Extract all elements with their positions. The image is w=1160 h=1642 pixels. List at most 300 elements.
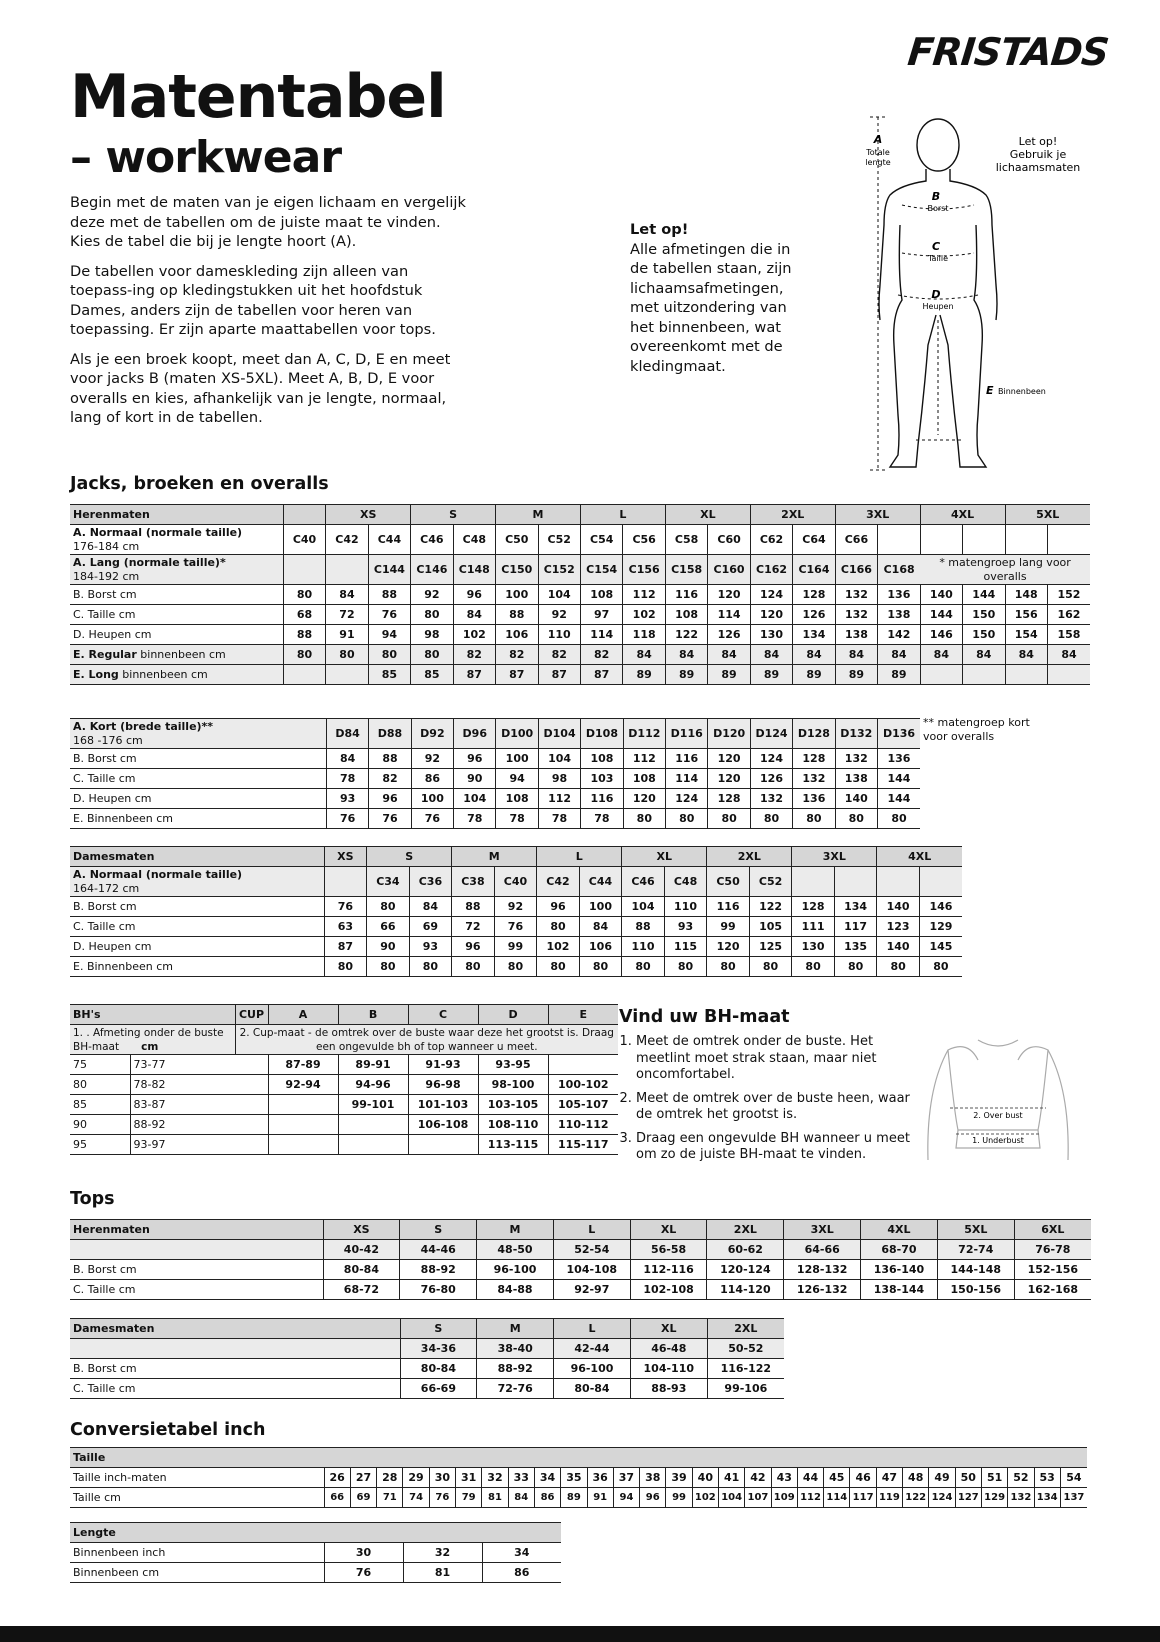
table-cell — [70, 665, 283, 685]
table-cell: 92-97 — [553, 1280, 630, 1300]
table-cell: 93 — [409, 937, 452, 957]
table-cell: 73-77 — [130, 1055, 268, 1075]
table-cell: 99 — [707, 917, 750, 937]
table-cell: 80 — [707, 957, 750, 977]
bh-size-table — [70, 1004, 618, 1155]
table-cell: 66 — [367, 917, 410, 937]
table-cell: 104-110 — [630, 1359, 707, 1379]
table-cell: 104 — [454, 789, 496, 809]
table-cell: 146 — [920, 625, 962, 645]
table-cell: 76 — [324, 897, 367, 917]
table-cell: 88-93 — [630, 1379, 707, 1399]
list-item: 3. Draag een ongevulde BH wanneer u meet om zo de juiste BH-maat te vinden. — [636, 1131, 926, 1164]
table-cell: 68 — [283, 605, 325, 625]
table-cell: 134 — [1034, 1488, 1060, 1508]
table-cell: 33 — [508, 1468, 534, 1488]
label-a: A — [873, 133, 883, 146]
table-cell: 68-72 — [323, 1280, 400, 1300]
table-cell: 92-94 — [268, 1075, 338, 1095]
table-cell: 88-92 — [477, 1359, 554, 1379]
table-cell — [70, 1240, 323, 1260]
table-cell: C. Taille cm — [70, 1280, 323, 1300]
table-cell: 38-40 — [477, 1339, 554, 1359]
table-cell: 84 — [326, 749, 368, 769]
table-cell: 84-88 — [477, 1280, 554, 1300]
table-cell: C. Taille cm — [70, 605, 283, 625]
table-cell: C156 — [623, 555, 665, 585]
table-cell: 88 — [452, 897, 495, 917]
table-cell: 52-54 — [553, 1240, 630, 1260]
table-cell: 109 — [771, 1488, 797, 1508]
table-cell: 100 — [411, 789, 453, 809]
table-row — [70, 1240, 1091, 1260]
bh-guide-steps — [620, 1034, 926, 1171]
table-cell: 80 — [835, 809, 877, 829]
lang-note: * matengroep lang voor overalls — [920, 555, 1090, 585]
brand-logo: FRISTADS — [905, 30, 1111, 74]
table-cell: 84 — [409, 897, 452, 917]
table-cell: 36 — [587, 1468, 613, 1488]
table-cell: C42 — [326, 525, 368, 555]
table-cell: 26 — [324, 1468, 350, 1488]
table-cell: 92 — [538, 605, 580, 625]
table-cell: 105 — [749, 917, 792, 937]
table-cell: 28 — [377, 1468, 403, 1488]
table-row — [70, 1220, 1091, 1240]
table-cell: 116 — [666, 749, 708, 769]
size-header: D136 — [877, 719, 920, 749]
table-cell: 102 — [453, 625, 495, 645]
table-cell: 88 — [496, 605, 538, 625]
table-cell: B. Borst cm — [70, 585, 283, 605]
table-cell: 152 — [1047, 585, 1090, 605]
table-cell: 138 — [835, 769, 877, 789]
table-cell: 84 — [508, 1488, 534, 1508]
table-cell: C. Taille cm — [70, 769, 326, 789]
table-row — [70, 1260, 1091, 1280]
table-row — [70, 1543, 561, 1563]
label-c-text: Taille — [927, 254, 949, 263]
table-cell: 69 — [409, 917, 452, 937]
label-b: B — [931, 190, 941, 203]
table-cell: 84 — [708, 645, 750, 665]
table-cell: C62 — [750, 525, 792, 555]
table-cell: 84 — [750, 645, 792, 665]
heren-size-table — [70, 504, 1090, 685]
table-cell: C158 — [665, 555, 707, 585]
table-cell: 42 — [745, 1468, 771, 1488]
table-cell: 132 — [835, 585, 877, 605]
table-cell: 85 — [368, 665, 410, 685]
table-cell: 80 — [877, 809, 920, 829]
table-cell: 51 — [981, 1468, 1007, 1488]
table-cell — [920, 665, 962, 685]
table-cell: 128 — [793, 749, 835, 769]
table-cell: 84 — [835, 645, 877, 665]
table-cell: 152-156 — [1014, 1260, 1091, 1280]
table-cell: 80 — [708, 809, 750, 829]
table-cell: 114-120 — [707, 1280, 784, 1300]
table-cell: 87 — [324, 937, 367, 957]
size-header: D96 — [454, 719, 496, 749]
table-cell: 89 — [878, 665, 920, 685]
table-cell: 150 — [963, 625, 1005, 645]
size-header: 3XL — [792, 847, 877, 867]
table-cell: 80 — [537, 917, 580, 937]
table-cell: C164 — [793, 555, 835, 585]
table-row — [70, 917, 962, 937]
table-cell: 102 — [537, 937, 580, 957]
table-cell: 80 — [368, 645, 410, 665]
table-cell: 89 — [623, 665, 665, 685]
label-a-text: Totale — [866, 148, 890, 157]
size-header: D120 — [708, 719, 750, 749]
size-header: D132 — [835, 719, 877, 749]
table-cell: 87 — [453, 665, 495, 685]
bh-sub1: 1. . Afmeting onder de buste — [73, 1026, 224, 1039]
table-cell: 115-117 — [548, 1135, 618, 1155]
size-header: L — [580, 505, 665, 525]
table-cell: C66 — [835, 525, 877, 555]
over-bust-label: 2. Over bust — [973, 1111, 1023, 1120]
table-cell: 84 — [665, 645, 707, 665]
table-cell: 110 — [664, 897, 707, 917]
section-title-tops: Tops — [70, 1189, 115, 1209]
table-cell: 114 — [708, 605, 750, 625]
table-cell: 76 — [429, 1488, 455, 1508]
table-cell — [268, 1115, 338, 1135]
table-cell: 92 — [411, 585, 453, 605]
row-sublabel: binnenbeen cm — [136, 648, 226, 661]
row-label: A. Lang (normale taille)* — [73, 555, 226, 569]
table-cell: 129 — [981, 1488, 1007, 1508]
table-cell: 116 — [707, 897, 750, 917]
table-cell: 60-62 — [707, 1240, 784, 1260]
table-cell: C148 — [453, 555, 495, 585]
size-header: 2XL — [707, 1319, 784, 1339]
table-cell: 87-89 — [268, 1055, 338, 1075]
table-cell: 80-84 — [554, 1379, 631, 1399]
table-cell: 108 — [665, 605, 707, 625]
table-cell: 85 — [70, 1095, 130, 1115]
table-cell: 85 — [411, 665, 453, 685]
table-cell: 134 — [793, 625, 835, 645]
table-cell: C42 — [537, 867, 580, 897]
table-cell: 99-106 — [707, 1379, 784, 1399]
body-measurement-figure — [840, 115, 1090, 485]
table-cell: 82 — [453, 645, 495, 665]
table-cell: 94-96 — [338, 1075, 408, 1095]
table-cell: 154 — [1005, 625, 1047, 645]
table-cell: 44-46 — [400, 1240, 477, 1260]
table-row — [70, 847, 962, 867]
table-cell: 82 — [538, 645, 580, 665]
table-cell: 112 — [623, 749, 665, 769]
table-cell — [70, 1025, 235, 1055]
table-row — [70, 1319, 784, 1339]
table-cell: 116 — [581, 789, 623, 809]
table-row — [70, 957, 962, 977]
table-cell: 132 — [835, 605, 877, 625]
table-cell: 42-44 — [554, 1339, 631, 1359]
table-cell: 117 — [834, 917, 877, 937]
table-cell: 145 — [919, 937, 962, 957]
table-cell: 80 — [537, 957, 580, 977]
table-cell: 120 — [750, 605, 792, 625]
table-cell: 124 — [666, 789, 708, 809]
table-cell: C52 — [749, 867, 792, 897]
size-header: L — [553, 1220, 630, 1240]
table-cell: 79 — [456, 1488, 482, 1508]
table-cell: 80 — [283, 585, 325, 605]
table-cell — [283, 665, 325, 685]
size-header: M — [477, 1220, 554, 1240]
size-header: 2XL — [707, 1220, 784, 1240]
label-a-text: lengte — [865, 158, 891, 167]
list-item: 1. Meet de omtrek onder de buste. Het meetlint moet strak staan, maar niet oncomfortabel. — [636, 1034, 926, 1084]
table-cell — [268, 1095, 338, 1115]
table-cell: 95 — [70, 1135, 130, 1155]
table-cell: 144-148 — [937, 1260, 1014, 1280]
size-header: S — [400, 1220, 477, 1240]
table-cell: 80 — [367, 957, 410, 977]
table-row — [70, 1523, 561, 1543]
table-cell: 113-115 — [478, 1135, 548, 1155]
table-cell: 88 — [368, 585, 410, 605]
table-cell: 40-42 — [323, 1240, 400, 1260]
table-cell: 76-80 — [400, 1280, 477, 1300]
table-cell: 94 — [368, 625, 410, 645]
table-cell: 103-105 — [478, 1095, 548, 1115]
table-cell: 150-156 — [937, 1280, 1014, 1300]
table-cell: 100 — [496, 749, 538, 769]
row-sublabel: 176-184 cm — [73, 539, 140, 553]
table-cell: 136-140 — [861, 1260, 938, 1280]
label-b-text: Borst — [927, 204, 949, 213]
table-cell — [70, 1339, 400, 1359]
table-row — [70, 1359, 784, 1379]
table-cell: 68-70 — [861, 1240, 938, 1260]
table-cell: 134 — [834, 897, 877, 917]
table-cell: 54 — [1060, 1468, 1087, 1488]
intro-paragraph: Als je een broek koopt, meet dan A, C, D, E en meet voor jacks B (maten XS-5XL). Meet A, B, D, E voor overalls en kies, afhankelijk van je lengte, normaal, lang of kort in de tabellen. — [70, 350, 451, 426]
table-cell — [834, 867, 877, 897]
table-cell: 122 — [903, 1488, 929, 1508]
note-body: Alle afmetingen die in de tabellen staan, zijn lichaamsafmetingen, met uitzondering van het binnenbeen, wat overeenkomt met de kledingmaat. — [630, 240, 792, 375]
table-cell: 90 — [454, 769, 496, 789]
table-cell: 126-132 — [784, 1280, 861, 1300]
table-cell: 162 — [1047, 605, 1090, 625]
size-header: M — [452, 847, 537, 867]
table-cell: C. Taille cm — [70, 917, 324, 937]
table-cell: 29 — [403, 1468, 429, 1488]
table-cell: 98 — [538, 769, 580, 789]
section-title-jacks: Jacks, broeken en overalls — [70, 474, 329, 494]
table-cell: 89 — [793, 665, 835, 685]
table-cell — [70, 645, 283, 665]
table-cell: Taille — [70, 1448, 1087, 1468]
table-cell: 144 — [920, 605, 962, 625]
label-e-text: Binnenbeen — [998, 387, 1046, 396]
table-cell: C46 — [411, 525, 453, 555]
table-cell: 80 — [326, 645, 368, 665]
table-cell: 80 — [494, 957, 537, 977]
table-row — [70, 1005, 618, 1025]
table-cell: B. Borst cm — [70, 897, 324, 917]
table-cell: 122 — [665, 625, 707, 645]
intro-paragraph: De tabellen voor dameskleding zijn alleen van toepass-ing op kledingstukken uit het hoofdstuk Dames, anders zijn de tabellen voor heren van toepassing. Er zijn aparte maattabellen voor tops. — [70, 262, 436, 338]
table-cell: 43 — [771, 1468, 797, 1488]
table-cell: 105-107 — [548, 1095, 618, 1115]
figure-warning: lichaamsmaten — [995, 161, 1081, 174]
size-header: XL — [630, 1319, 707, 1339]
row-label: E. Long — [73, 668, 119, 681]
table-cell: 144 — [877, 769, 920, 789]
table-cell: 140 — [877, 937, 920, 957]
table-cell: C162 — [750, 555, 792, 585]
cup-header: A — [268, 1005, 338, 1025]
table-cell: C168 — [878, 555, 920, 585]
table-cell: 129 — [919, 917, 962, 937]
table-cell: 142 — [878, 625, 920, 645]
table-cell: 88 — [622, 917, 665, 937]
table-cell: 96 — [452, 937, 495, 957]
size-header: 5XL — [1005, 505, 1090, 525]
row-label: E. Regular — [73, 648, 137, 661]
table-cell — [70, 719, 326, 749]
tops-dames-table — [70, 1318, 784, 1399]
bh-sub2: 2. Cup-maat - de omtrek over de buste waar deze het grootst is. Draag een ongevulde bh of top wanneer u meet. — [235, 1025, 618, 1055]
table-cell: 31 — [456, 1468, 482, 1488]
table-row — [70, 555, 1090, 585]
table-cell: 126 — [793, 605, 835, 625]
size-header: XL — [665, 505, 750, 525]
table-cell: Herenmaten — [70, 1220, 323, 1240]
table-cell: Damesmaten — [70, 847, 324, 867]
size-header: D84 — [326, 719, 368, 749]
table-cell: 76 — [369, 809, 411, 829]
table-cell: D. Heupen cm — [70, 625, 283, 645]
table-cell: 89 — [835, 665, 877, 685]
table-cell: 72-74 — [937, 1240, 1014, 1260]
table-cell: 106 — [579, 937, 622, 957]
size-header: 3XL — [784, 1220, 861, 1240]
table-cell — [548, 1055, 618, 1075]
table-cell: 112 — [797, 1488, 823, 1508]
table-cell: 45 — [824, 1468, 850, 1488]
table-cell: C44 — [368, 525, 410, 555]
table-cell: 96-100 — [554, 1359, 631, 1379]
table-cell: 126 — [708, 625, 750, 645]
table-cell: 80-84 — [323, 1260, 400, 1280]
table-cell: 80 — [750, 809, 792, 829]
table-cell: 89-91 — [338, 1055, 408, 1075]
row-sublabel: 184-192 cm — [73, 569, 140, 583]
table-cell: 117 — [850, 1488, 876, 1508]
table-cell: 84 — [920, 645, 962, 665]
conversion-taille-table — [70, 1447, 1087, 1508]
table-row — [70, 1135, 618, 1155]
table-cell: 91 — [326, 625, 368, 645]
size-header: D116 — [666, 719, 708, 749]
table-cell: 78 — [496, 809, 538, 829]
table-cell: 82 — [580, 645, 622, 665]
figure-warning: Gebruik je — [1009, 148, 1067, 161]
kort-size-table — [70, 718, 920, 829]
table-cell: E. Binnenbeen cm — [70, 809, 326, 829]
size-header: S — [411, 505, 496, 525]
table-cell — [1005, 665, 1047, 685]
table-cell: 30 — [429, 1468, 455, 1488]
table-cell: 108 — [496, 789, 538, 809]
table-row — [70, 1055, 618, 1075]
table-cell: C54 — [580, 525, 622, 555]
page-subtitle: – workwear — [70, 132, 342, 183]
size-header: 3XL — [835, 505, 920, 525]
table-cell: C64 — [793, 525, 835, 555]
row-label: A. Normaal (normale taille) — [73, 525, 243, 539]
table-cell: 135 — [834, 937, 877, 957]
table-cell: C50 — [496, 525, 538, 555]
table-cell: 50 — [955, 1468, 981, 1488]
table-cell: 111 — [792, 917, 835, 937]
table-cell: 93-97 — [130, 1135, 268, 1155]
table-cell: 104 — [718, 1488, 744, 1508]
table-cell: B. Borst cm — [70, 1260, 323, 1280]
table-cell: CUP — [235, 1005, 268, 1025]
measurement-note — [630, 220, 805, 376]
table-row — [70, 1115, 618, 1135]
table-cell: 128 — [708, 789, 750, 809]
table-cell: 98 — [411, 625, 453, 645]
bh-sub-a: BH-maat — [73, 1040, 120, 1053]
intro-text — [70, 193, 475, 438]
table-cell: 37 — [613, 1468, 639, 1488]
table-cell: 116 — [665, 585, 707, 605]
row-label: A. Kort (brede taille)** — [73, 719, 214, 733]
table-cell: 138-144 — [861, 1280, 938, 1300]
table-cell: 40 — [692, 1468, 718, 1488]
table-cell: Taille cm — [70, 1488, 324, 1508]
table-cell — [1047, 665, 1090, 685]
table-cell: 94 — [613, 1488, 639, 1508]
table-cell: 49 — [929, 1468, 955, 1488]
table-cell: 119 — [876, 1488, 902, 1508]
table-cell: 52 — [1008, 1468, 1034, 1488]
tops-heren-table — [70, 1219, 1091, 1300]
table-cell: 128 — [793, 585, 835, 605]
table-cell: 97 — [580, 605, 622, 625]
table-cell: D. Heupen cm — [70, 937, 324, 957]
table-cell — [268, 1135, 338, 1155]
table-cell: 72-76 — [477, 1379, 554, 1399]
table-cell: Herenmaten — [70, 505, 283, 525]
table-cell: 50-52 — [707, 1339, 784, 1359]
table-row — [70, 719, 920, 749]
table-cell: 104 — [538, 749, 580, 769]
size-header: XS — [326, 505, 411, 525]
table-row — [70, 1488, 1087, 1508]
table-cell: 34 — [534, 1468, 560, 1488]
row-sublabel: binnenbeen cm — [118, 668, 208, 681]
label-d-text: Heupen — [922, 302, 954, 311]
table-cell: C40 — [283, 525, 325, 555]
table-cell: 71 — [377, 1488, 403, 1508]
table-cell: 88-92 — [130, 1115, 268, 1135]
table-cell: C40 — [494, 867, 537, 897]
size-header: D108 — [581, 719, 623, 749]
table-cell: 132 — [1008, 1488, 1034, 1508]
